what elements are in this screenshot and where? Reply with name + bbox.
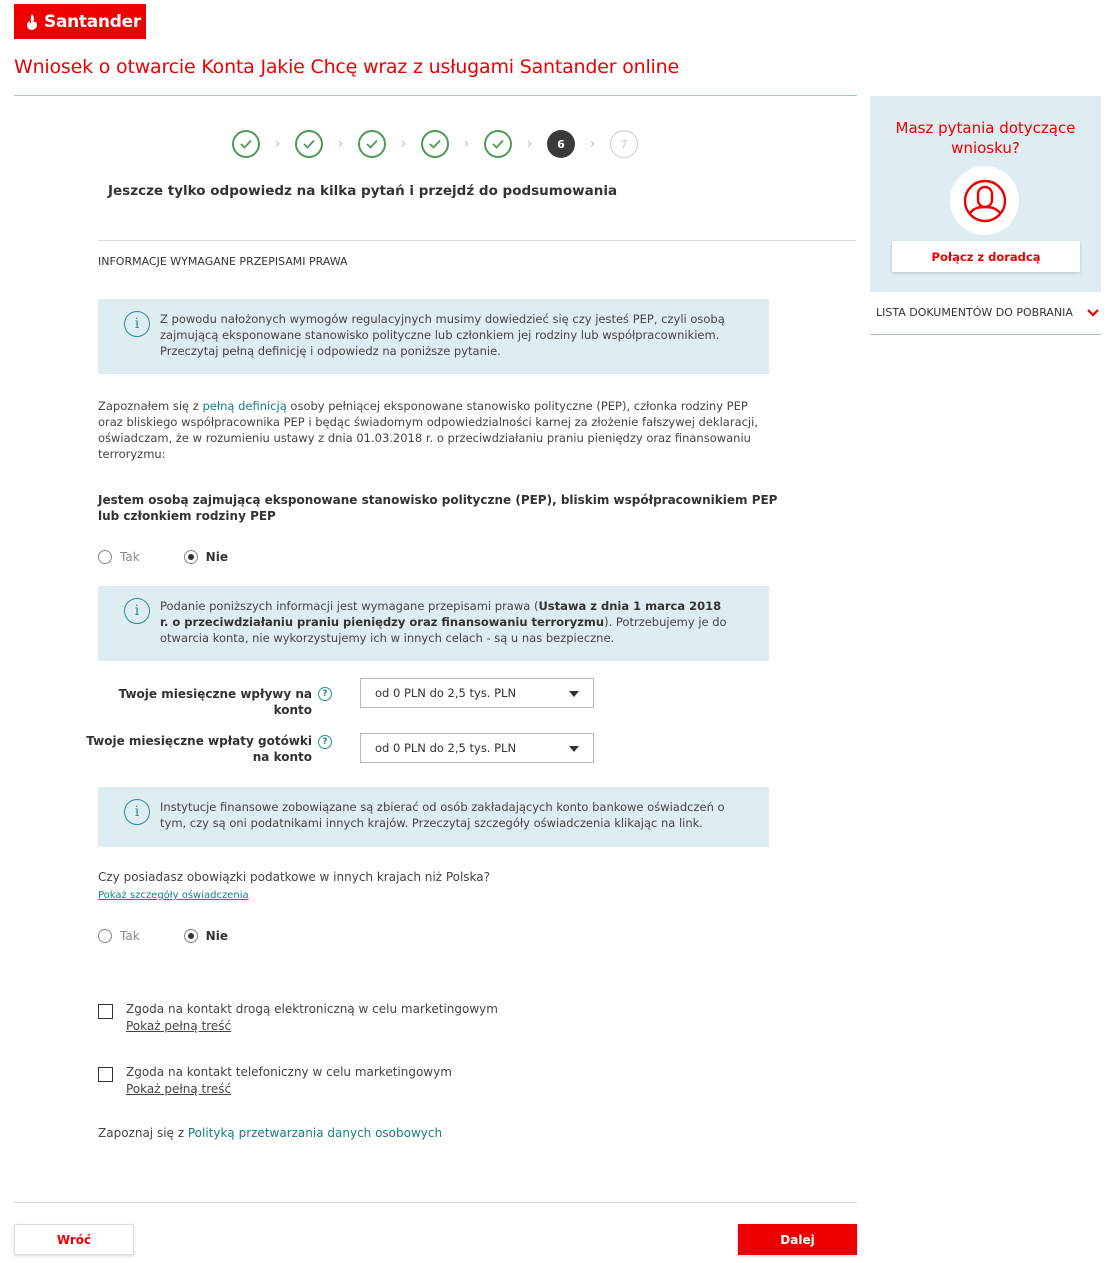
radio-circle[interactable] <box>184 929 198 943</box>
help-title-line1: Masz pytania dotyczące <box>895 119 1076 137</box>
step-5-done <box>484 130 512 158</box>
consent-email-checkbox[interactable] <box>98 1004 113 1019</box>
help-icon[interactable]: ? <box>318 735 332 749</box>
privacy-policy-note <box>98 1126 442 1140</box>
check-icon <box>240 139 252 149</box>
privacy-policy-link[interactable]: Polityką przetwarzania danych osobowych <box>187 1126 443 1140</box>
step-chevron-icon: › <box>274 136 281 152</box>
step-subtitle: Jeszcze tylko odpowiedz na kilka pytań i przejdź do podsumowania <box>108 183 618 199</box>
advisor-icon <box>962 178 1008 224</box>
pep-info-box <box>98 299 769 374</box>
back-button[interactable]: Wróć <box>14 1224 134 1255</box>
radio-label: Tak <box>120 929 140 943</box>
section-divider <box>98 240 856 241</box>
tax-radio-group <box>98 929 272 943</box>
step-chevron-icon: › <box>589 136 596 152</box>
pep-info-text: Z powodu nałożonych wymogów regulacyjnych musimy dowiedzieć się czy jesteś PEP, czyli osobą zajmującą eksponowane stanowisko polityczne lub członkiem jej rodziny lub współpracownikiem. Przeczytaj pełną definicję i odpowiedz na poniższe pytanie. <box>160 312 725 358</box>
cash-label-line1: Twoje miesięczne wpłaty gotówki <box>86 734 312 748</box>
title-divider <box>14 95 857 96</box>
declaration-suffix: osoby pełniącej eksponowane stanowisko polityczne (PEP), członka rodziny PEP oraz bliskiego współpracownika PEP i będąc świadomym odpowiedzialności karnej za złożenie fałszywej deklaracji, oświadczam, że w rozumieniu ustawy z dnia 01.03.2018 r. o przeciwdziałaniu praniu pieniędzy oraz finansowaniu terroryzmu: <box>98 399 758 461</box>
consent-email-label: Zgoda na kontakt drogą elektroniczną w celu marketingowym <box>126 1002 498 1016</box>
step-2-done <box>295 130 323 158</box>
step-4-done <box>421 130 449 158</box>
law-info-bold: Ustawa z dnia 1 marca 2018 r. o przeciwdziałaniu praniu pieniędzy oraz finansowaniu terroryzmu <box>160 599 722 629</box>
footer-divider <box>14 1202 857 1203</box>
declaration-prefix: Zapoznałem się z <box>98 399 203 413</box>
help-icon[interactable]: ? <box>318 687 332 701</box>
documents-list-toggle[interactable] <box>876 306 1099 319</box>
step-3-done <box>358 130 386 158</box>
step-chevron-icon: › <box>400 136 407 152</box>
inflows-value: od 0 PLN do 2,5 tys. PLN <box>375 686 517 700</box>
consent-phone-text <box>126 1064 452 1098</box>
help-panel-title <box>870 118 1101 158</box>
pep-radio-group <box>98 550 272 564</box>
info-icon: i <box>124 598 150 624</box>
full-definition-link[interactable]: pełną definicją <box>202 399 287 413</box>
pep-declaration <box>98 398 768 462</box>
law-info-text <box>160 598 730 661</box>
consent-phone <box>98 1064 452 1098</box>
dropdown-arrow-icon <box>569 746 579 752</box>
help-title-line2: wniosku? <box>951 139 1020 157</box>
radio-label: Tak <box>120 550 140 564</box>
tax-info-text: Instytucje finansowe zobowiązane są zbierać od osób zakładających konto bankowe oświadczeń o tym, czy są oni podatnikami innych krajów. Przeczytaj szczegóły oświadczenia klikając na link. <box>160 800 725 830</box>
tax-radio-nie[interactable] <box>184 929 228 943</box>
step-chevron-icon: › <box>463 136 470 152</box>
consent-phone-show-link[interactable]: Pokaż pełną treść <box>126 1082 232 1096</box>
pep-question: Jestem osobą zajmującą eksponowane stanowisko polityczne (PEP), bliskim współpracownikiem PEP lub członkiem rodziny PEP <box>98 493 778 523</box>
step-chevron-icon: › <box>337 136 344 152</box>
law-info-before: Podanie poniższych informacji jest wymagane przepisami prawa ( <box>160 599 539 613</box>
step-1-done <box>232 130 260 158</box>
radio-circle[interactable] <box>98 929 112 943</box>
info-icon: i <box>124 799 150 825</box>
documents-list-label: LISTA DOKUMENTÓW DO POBRANIA <box>876 306 1073 319</box>
brand-name: Santander <box>44 11 141 32</box>
step-7-future: 7 <box>610 130 638 158</box>
next-button[interactable]: Dalej <box>738 1224 857 1255</box>
progress-stepper <box>232 130 638 158</box>
dropdown-arrow-icon <box>569 691 579 697</box>
documents-divider <box>870 334 1101 335</box>
tax-question: Czy posiadasz obowiązki podatkowe w innych krajach niż Polska? <box>98 870 491 884</box>
inflows-select[interactable] <box>360 678 594 708</box>
info-icon: i <box>124 311 150 337</box>
radio-circle[interactable] <box>184 550 198 564</box>
consent-email-show-link[interactable]: Pokaż pełną treść <box>126 1019 232 1033</box>
tax-details-link[interactable]: Pokaż szczegóły oświadczenia <box>98 890 249 901</box>
cash-deposits-select[interactable] <box>360 733 594 763</box>
step-6-current: 6 <box>547 130 575 158</box>
check-icon <box>492 139 504 149</box>
advisor-avatar <box>950 166 1019 235</box>
inflows-label: Twoje miesięczne wpływy na konto <box>118 687 312 717</box>
cash-label-line2: na konto <box>252 750 312 764</box>
radio-label: Nie <box>205 550 228 564</box>
flame-icon <box>24 13 40 31</box>
chevron-down-icon <box>1087 309 1099 317</box>
check-icon <box>429 139 441 149</box>
radio-label: Nie <box>205 929 228 943</box>
consent-phone-checkbox[interactable] <box>98 1067 113 1082</box>
radio-circle[interactable] <box>98 550 112 564</box>
policy-prefix: Zapoznaj się z <box>98 1126 188 1140</box>
pep-radio-tak[interactable] <box>98 550 140 564</box>
pep-radio-nie[interactable] <box>184 550 228 564</box>
law-info-box <box>98 586 769 661</box>
cash-deposits-label <box>80 733 312 765</box>
consent-phone-label: Zgoda na kontakt telefoniczny w celu marketingowym <box>126 1065 452 1079</box>
tax-info-box <box>98 787 769 847</box>
cash-value: od 0 PLN do 2,5 tys. PLN <box>375 741 517 755</box>
consent-email <box>98 1001 498 1035</box>
check-icon <box>303 139 315 149</box>
section-heading: INFORMACJE WYMAGANE PRZEPISAMI PRAWA <box>98 255 348 268</box>
page-title: Wniosek o otwarcie Konta Jakie Chcę wraz z usługami Santander online <box>14 56 679 78</box>
connect-advisor-button[interactable]: Połącz z doradcą <box>892 241 1080 272</box>
step-chevron-icon: › <box>526 136 533 152</box>
check-icon <box>366 139 378 149</box>
law-info-after: ). Potrzebujemy je do otwarcia konta, nie wykorzystujemy ich w innych celach - są u nas bezpieczne. <box>160 615 727 645</box>
tax-radio-tak[interactable] <box>98 929 140 943</box>
help-panel <box>870 96 1101 292</box>
santander-logo[interactable] <box>14 4 146 39</box>
consent-email-text <box>126 1001 498 1035</box>
